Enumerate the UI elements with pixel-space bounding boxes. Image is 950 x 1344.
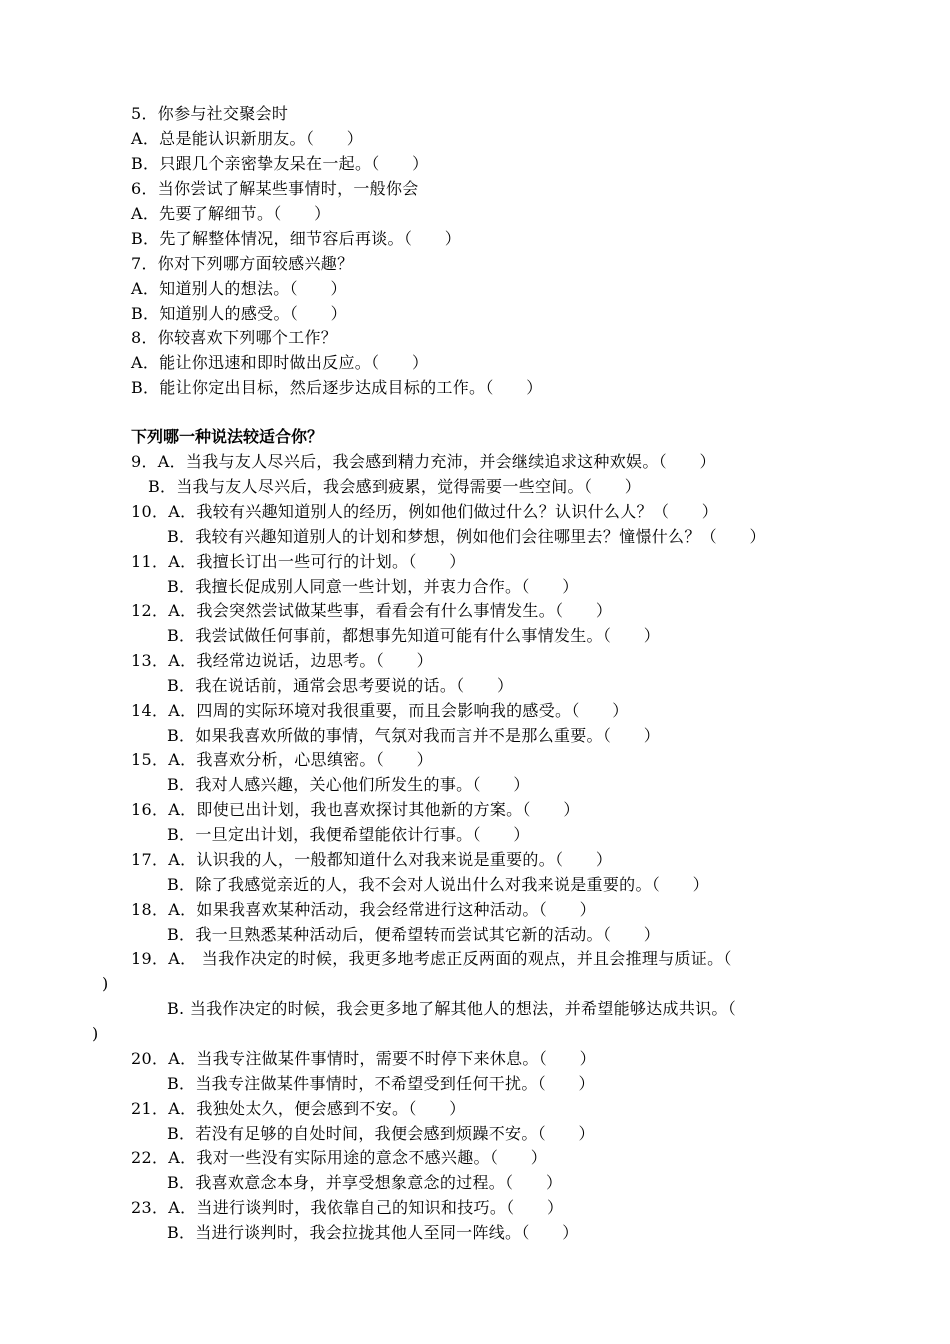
question-19-option-b-wrap: ) (92, 1024, 99, 1043)
question-8-option-b: B．能让你定出目标，然后逐步达成目标的工作。（ ） (131, 378, 543, 397)
question-14-option-b: B．如果我喜欢所做的事情，气氛对我而言并不是那么重要。（ ） (167, 726, 661, 745)
question-19-option-a-wrap: ) (102, 974, 109, 993)
question-12-option-b: B．我尝试做任何事前，都想事先知道可能有什么事情发生。（ ） (167, 626, 661, 645)
question-23-option-b: B．当进行谈判时，我会拉拢其他人至同一阵线。（ ） (167, 1223, 579, 1242)
question-18-option-a: 18．A．如果我喜欢某种活动，我会经常进行这种活动。（ ） (131, 900, 596, 919)
question-16-option-b: B．一旦定出计划，我便希望能依计行事。（ ） (167, 825, 530, 844)
question-11-option-a: 11．A．我擅长订出一些可行的计划。（ ） (131, 552, 466, 571)
question-13-option-a: 13．A．我经常边说话，边思考。（ ） (131, 651, 433, 670)
question-6-option-a: A．先要了解细节。（ ） (131, 204, 331, 223)
question-7-option-a: A．知道别人的想法。（ ） (131, 279, 347, 298)
question-11-option-b: B．我擅长促成别人同意一些计划，并衷力合作。（ ） (167, 577, 579, 596)
question-19-option-b: B. 当我作决定的时候，我会更多地了解其他人的想法，并希望能够达成共识。（ (167, 999, 737, 1018)
question-12-option-a: 12．A．我会突然尝试做某些事，看看会有什么事情发生。（ ） (131, 601, 613, 620)
question-21-option-a: 21．A．我独处太久，便会感到不安。（ ） (131, 1099, 466, 1118)
question-8: 8．你较喜欢下列哪个工作？ (131, 328, 338, 347)
question-9-option-a: 9．A．当我与友人尽兴后，我会感到精力充沛，并会继续追求这种欢娱。（ ） (131, 452, 716, 471)
question-6: 6．当你尝试了解某些事情时，一般你会 (131, 179, 419, 198)
question-15-option-a: 15．A．我喜欢分析，心思缜密。（ ） (131, 750, 433, 769)
question-5: 5．你参与社交聚会时 (131, 104, 289, 123)
question-18-option-b: B．我一旦熟悉某种活动后，便希望转而尝试其它新的活动。（ ） (167, 925, 661, 944)
question-7-option-b: B．知道别人的感受。（ ） (131, 304, 347, 323)
question-16-option-a: 16．A．即使已出计划，我也喜欢探讨其他新的方案。（ ） (131, 800, 580, 819)
section-heading: 下列哪一种说法较适合你？ (131, 427, 324, 446)
question-22-option-b: B．我喜欢意念本身，并享受想象意念的过程。（ ） (167, 1173, 563, 1192)
question-17-option-b: B．除了我感觉亲近的人，我不会对人说出什么对我来说是重要的。（ ） (167, 875, 709, 894)
question-23-option-a: 23．A．当进行谈判时，我依靠自己的知识和技巧。（ ） (131, 1198, 564, 1217)
question-10-option-a: 10．A．我较有兴趣知道别人的经历，例如他们做过什么？认识什么人？（ ） (131, 502, 719, 521)
question-21-option-b: B．若没有足够的自处时间，我便会感到烦躁不安。（ ） (167, 1124, 595, 1143)
question-22-option-a: 22．A．我对一些没有实际用途的意念不感兴趣。（ ） (131, 1148, 548, 1167)
question-5-option-b: B．只跟几个亲密挚友呆在一起。（ ） (131, 154, 429, 173)
question-10-option-b: B．我较有兴趣知道别人的计划和梦想，例如他们会往哪里去？憧憬什么？（ ） (167, 527, 766, 546)
question-19-option-a: 19．A． 当我作决定的时候，我更多地考虑正反两面的观点，并且会推理与质证。（ (131, 949, 732, 968)
question-20-option-b: B．当我专注做某件事情时，不希望受到任何干扰。（ ） (167, 1074, 595, 1093)
question-17-option-a: 17．A．认识我的人，一般都知道什么对我来说是重要的。（ ） (131, 850, 613, 869)
question-15-option-b: B．我对人感兴趣，关心他们所发生的事。（ ） (167, 775, 530, 794)
question-8-option-a: A．能让你迅速和即时做出反应。（ ） (131, 353, 429, 372)
question-6-option-b: B．先了解整体情况，细节容后再谈。（ ） (131, 229, 462, 248)
question-14-option-a: 14．A．四周的实际环境对我很重要，而且会影响我的感受。（ ） (131, 701, 629, 720)
question-9-option-b: B．当我与友人尽兴后，我会感到疲累，觉得需要一些空间。（ ） (148, 477, 642, 496)
question-7: 7．你对下列哪方面较感兴趣？ (131, 254, 354, 273)
question-20-option-a: 20．A．当我专注做某件事情时，需要不时停下来休息。（ ） (131, 1049, 596, 1068)
question-13-option-b: B．我在说话前，通常会思考要说的话。（ ） (167, 676, 514, 695)
question-5-option-a: A．总是能认识新朋友。（ ） (131, 129, 364, 148)
